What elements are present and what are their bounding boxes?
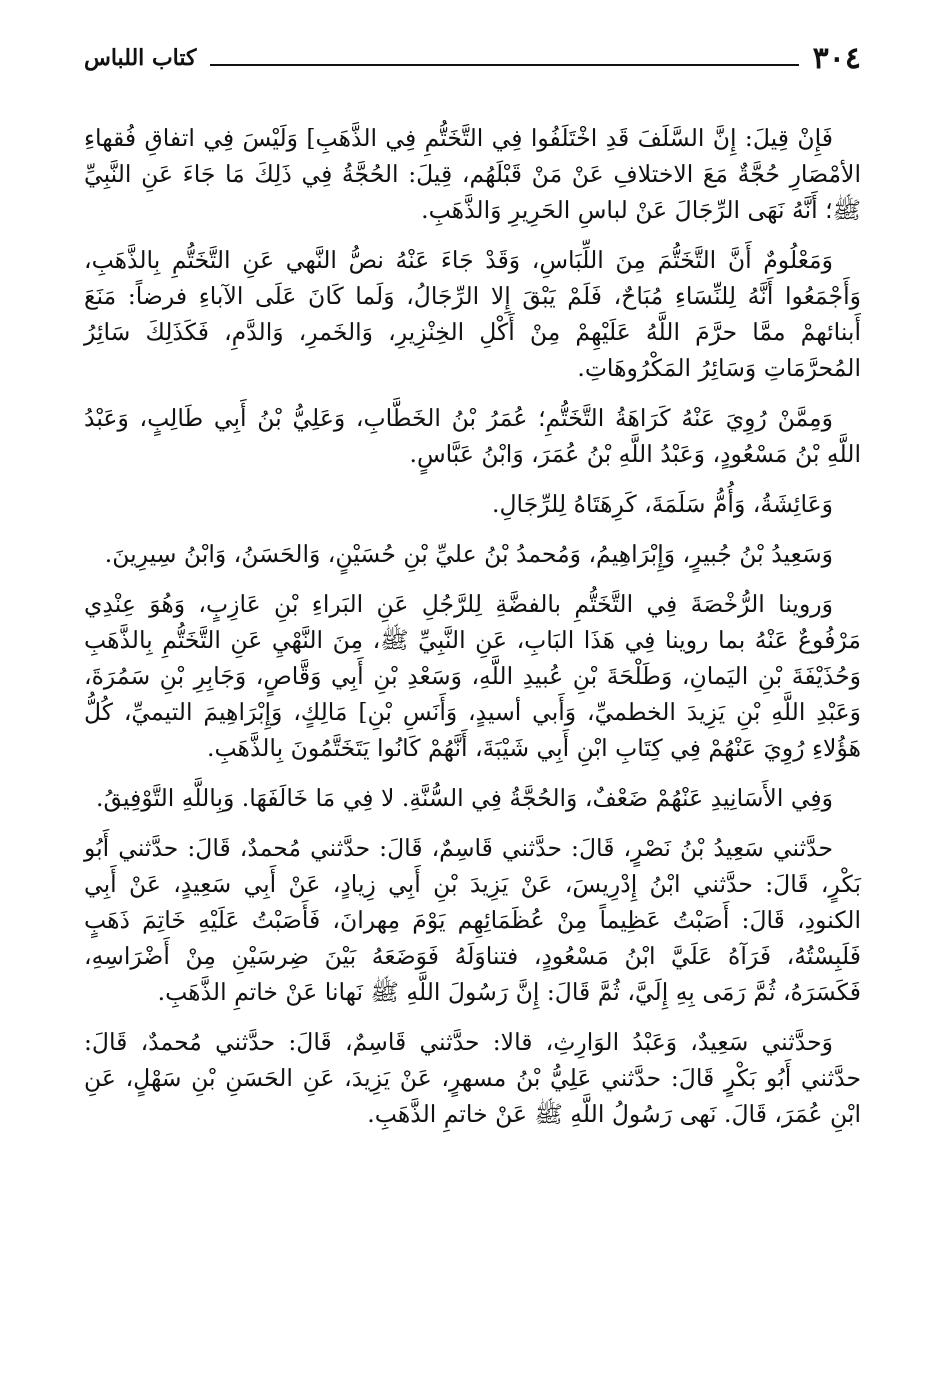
paragraph: حدَّثني سَعِيدُ بْنُ نَصْرٍ، قَالَ: حدَّثني قَاسِمٌ، قَالَ: حدَّثني مُحمدٌ، قَالَ: حدَّثني أَبُو بَكْرٍ، قَالَ: حدَّثني ابْنُ إِدْرِيسَ، عَنْ يَزِيدَ بْنِ أَبِي زِيادٍ، عَنْ أَبِي سَعِيدٍ، عَنْ أَبِي الكنودِ، قَالَ: أَصَبْتُ عَظِيماً مِنْ عُظَمَائِهِم يَوْمَ مِهرانَ، فَأَصَبْتُ عَلَيْهِ خَاتِمَ ذَهَبٍ فَلَبِسْتُهُ، فَرَآهُ عَلَيَّ ابْنُ مَسْعُودٍ، فتناوَلَهُ فَوَضَعَهُ بَيْنَ ضِرسَيْنِ مِنْ أَضْرَاسِهِ، فَكَسَرَهُ، ثُمَّ رَمَى بِهِ إِلَيَّ، ثُمَّ قَالَ: إِنَّ رَسُولَ اللَّهِ ﷺ نَهانا عَنْ خاتمِ الذَّهَبِ. — [84, 834, 861, 1006]
book-title: كتاب اللباس — [84, 45, 197, 71]
paragraph: وَمِمَّنْ رُوِيَ عَنْهُ كَرَاهَةُ التَّخَتُّمِ؛ عُمَرُ بْنُ الخَطَّابِ، وَعَلِيُّ بْنُ أَبِي طَالِبٍ، وَعَبْدُ اللَّهِ بْنُ مَسْعُودٍ، وَعَبْدُ اللَّهِ بْنُ عُمَرَ، وَابْنُ عَبَّاسٍ. — [84, 404, 861, 468]
paragraph: وَحدَّثني سَعِيدٌ، وَعَبْدُ الوَارِثِ، قالا: حدَّثني قَاسِمٌ، قَالَ: حدَّثني مُحمدٌ، قَالَ: حدَّثني أَبُو بَكْرٍ قَالَ: حدَّثني عَلِيُّ بْنُ مسهرٍ، عَنْ يَزِيدَ، عَنِ الحَسَنِ بْنِ سَهْلٍ، عَنِ ابْنِ عُمَرَ، قَالَ. نَهى رَسُولُ اللَّهِ ﷺ عَنْ خاتمِ الذَّهَبِ. — [84, 1028, 861, 1128]
body-text — [84, 120, 861, 1132]
paragraph: فَإِنْ قِيلَ: إِنَّ السَّلَفَ قَدِ اخْتَلَفُوا فِي التَّخَتُّمِ فِي الذَّهَبِ] وَلَيْسَ فِي اتفاقِ فُقهاءِ الأمْصَارِ حُجَّةٌ مَعَ الاختلافِ عَنْ مَنْ قَبْلَهُم، قِيلَ: الحُجَّةُ فِي ذَلِكَ مَا جَاءَ عَنِ النَّبِيِّ ﷺ؛ أَنَّهُ نَهَى الرِّجَالَ عَنْ لباسِ الحَرِيرِ وَالذَّهَبِ. — [84, 124, 861, 224]
header-rule — [210, 64, 798, 66]
paragraph: وَروينا الرُّخْصَةَ فِي التَّخَتُّمِ بالفضَّةِ لِلرَّجُلِ عَنِ البَراءِ بْنِ عَازِبٍ، وَهُوَ عِنْدِي مَرْفُوعٌ عَنْهُ بما روينا فِي هَذَا البَابِ، عَنِ النَّبِيِّ ﷺ، مِنَ النَّهْيِ عَنِ التَّخَتُّمِ بِالذَّهَبِ وَحُذَيْفَةَ بْنِ اليَمانِ، وَطَلْحَةَ بْنِ عُبيدِ اللَّهِ، وَسَعْدِ بْنِ أَبِي وَقَّاصٍ، وَجَابِرِ بْنِ سَمُرَةَ، وَعَبْدِ اللَّهِ بْنِ يَزِيدَ الخطميِّ، وَأَبي أسيدٍ، وَأَنَسِ بْنِ] مَالِكٍ، وَإِبْرَاهِيمَ التيميِّ، كُلُّ هَؤُلاءِ رُوِيَ عَنْهُمْ فِي كِتَابِ ابْنِ أَبِي شَيْبَةَ، أَنَّهُمْ كَانُوا يَتَخَتَّمُونَ بِالذَّهَبِ. — [84, 590, 861, 762]
paragraph: وَمَعْلُومٌ أَنَّ التَّخَتُّمَ مِنَ اللِّبَاسِ، وَقَدْ جَاءَ عَنْهُ نصُّ النَّهي عَنِ التَّخَتُّمِ بِالذَّهَبِ، وَأَجْمَعُوا أَنَّهُ لِلنِّسَاءِ مُبَاحٌ، فَلَمْ يَبْقَ إِلا الرِّجَالُ، وَلَما كَانَ عَلَى الآباءِ فرضاً: مَنَعَ أَبنائهمْ ممَّا حرَّمَ اللَّهُ عَلَيْهِمْ مِنْ أَكْلِ الخِنْزِيرِ، وَالخَمرِ، وَالدَّمِ، فَكَذَلِكَ سَائِرُ المُحرَّمَاتِ وَسَائِرُ المَكْرُوهَاتِ. — [84, 246, 861, 382]
paragraph: وَعَائِشَةُ، وَأُمُّ سَلَمَةَ، كَرِهَتَاهُ لِلرِّجَالِ. — [491, 490, 833, 518]
page-number: ٣٠٤ — [812, 40, 861, 76]
paragraph: وَسَعِيدُ بْنُ جُبيرٍ، وَإِبْرَاهِيمُ، وَمُحمدُ بْنُ عليِّ بْنِ حُسَيْنٍ، وَالحَسَنُ، وَابْنُ سِيرِينَ. — [104, 540, 833, 568]
paragraph: وَفِي الأَسَانِيدِ عَنْهُمْ ضَعْفٌ، وَالحُجَّةُ فِي السُّنَّةِ. لا فِي مَا خَالَفَهَا. وَبِاللَّهِ التَّوْفِيقُ. — [95, 784, 833, 812]
running-header — [84, 38, 861, 78]
